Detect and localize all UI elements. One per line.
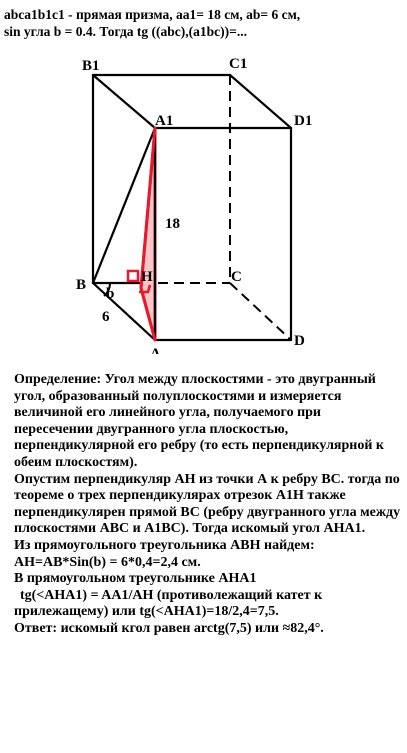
problem-line-1: abca1b1c1 - прямая призма, aa1= 18 см, ab= 6 см, [4,7,301,22]
perpendicular-paragraph: Опустим перпендикуляр АН из точки А к ребру ВС. тогда по теореме о трех перпендикулярах отрезок A1H также перпендикулярен прямой ВС (ребру двугранного угла между плоскостями АВС и A1ВС). Тогда искомый угол AHA1. [14,471,401,537]
label-b1: B1 [82,58,100,74]
definition-paragraph: Определение: Угол между плоскостями - это двугранный угол, образованный полуплоскостями и измеряется величиной его линейного угла, получаемого при пересечении двугранного угла плоскостью, перпендикулярной его ребру (то есть перпендикулярной к обеим плоскостям). [14,372,384,470]
ah-calculation-line: AH=AB*Sin(b) = 6*0,4=2,4 см. [14,554,201,570]
label-d: D [294,333,305,349]
solution-text [14,372,402,638]
prism-diagram [0,44,407,359]
answer-line: Ответ: искомый кгол равен arctg(7,5) или ≈82,4°. [14,620,324,636]
label-c1: C1 [229,56,248,72]
label-a: A [150,346,161,354]
problem-statement [4,6,404,40]
label-a1: A1 [155,113,174,129]
label-h: H [141,269,153,285]
label-angle-b: b [106,286,115,302]
triangle-abh-line: Из прямоугольного треугольника АВН найдем: [14,537,315,553]
tangent-calculation-line: tg(<AHA1) = AA1/AH (противолежащий катет к прилежащему) или tg(<AHA1)=18/2,4=7,5. [14,587,323,620]
edge-b1-a1 [93,75,155,128]
edge-c-d-hidden [230,283,291,340]
label-b: B [76,277,87,293]
label-c: C [231,269,242,285]
label-base: 6 [102,309,110,325]
edge-c1-d1 [230,75,291,128]
prism-svg [0,44,407,354]
label-d1: D1 [294,113,313,129]
right-angle-marker-bh [128,271,138,281]
problem-line-2: sin угла b = 0.4. Тогда tg ((abc),(a1bc))=... [4,24,247,39]
label-height: 18 [165,216,180,232]
triangle-aha1-line: В прямоугольном треугольнике AHA1 [14,571,257,587]
